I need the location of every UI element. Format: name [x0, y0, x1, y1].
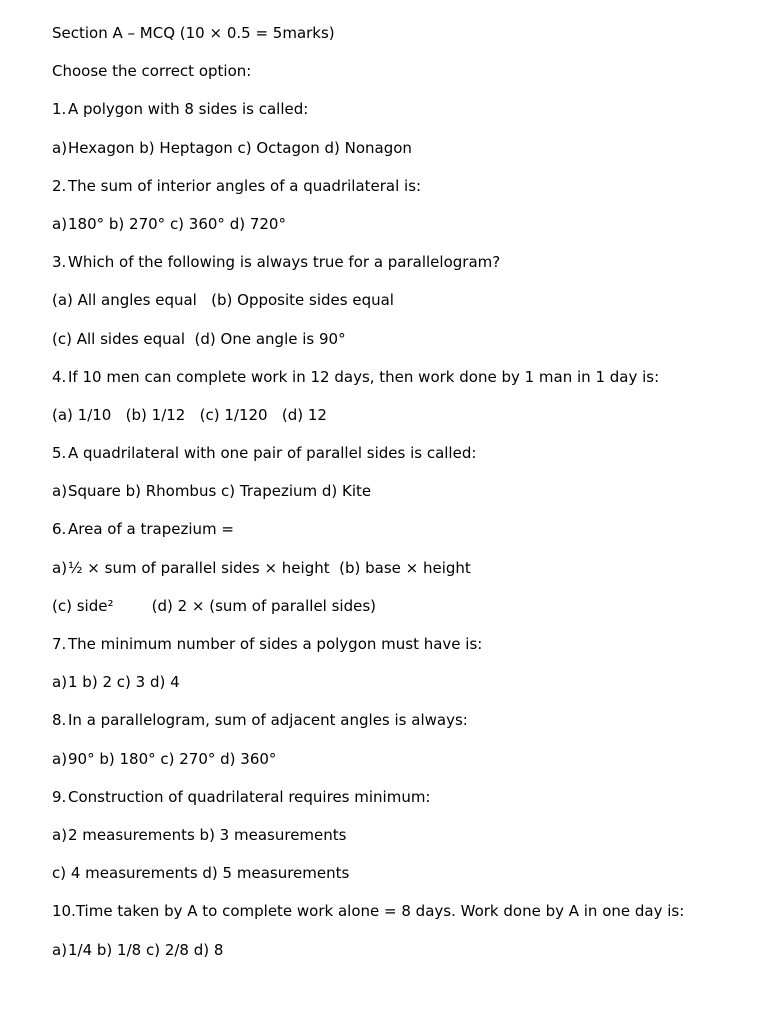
question-6-options — [52, 558, 752, 596]
question-text: A polygon with 8 sides is called: — [68, 100, 309, 119]
question-text: If 10 men can complete work in 12 days, then work done by 1 man in 1 day is: — [68, 367, 660, 386]
question-8 — [52, 710, 752, 748]
option-text: 1 b) 2 c) 3 d) 4 — [68, 673, 180, 692]
question-7-options — [52, 672, 752, 710]
question-number: 10. — [52, 902, 76, 921]
question-9-options — [52, 825, 752, 863]
question-text: Time taken by A to complete work alone = 8 days. Work done by A in one day is: — [75, 902, 685, 921]
option-text: Hexagon b) Heptagon c) Octagon d) Nonagon — [68, 138, 412, 157]
option-text: 180° b) 270° c) 360° d) 720° — [68, 214, 286, 233]
option-text: 1/4 b) 1/8 c) 2/8 d) 8 — [68, 940, 224, 959]
question-number: 2. — [52, 176, 67, 195]
question-number: 9. — [52, 787, 67, 806]
option-text: c) 4 measurements d) 5 measurements — [52, 864, 350, 883]
question-text: Construction of quadrilateral requires minimum: — [68, 787, 431, 806]
option-text: (a) 1/10 (b) 1/12 (c) 1/120 (d) 12 — [52, 405, 327, 424]
question-9 — [52, 787, 752, 825]
option-prefix: a) — [52, 673, 68, 692]
option-prefix: a) — [52, 138, 68, 157]
option-text: 90° b) 180° c) 270° d) 360° — [68, 749, 277, 768]
option-text: (c) All sides equal (d) One angle is 90° — [52, 329, 346, 348]
option-text: Square b) Rhombus c) Trapezium d) Kite — [68, 482, 372, 501]
option-prefix: a) — [52, 214, 68, 233]
question-3-options — [52, 290, 752, 328]
option-prefix: a) — [52, 825, 68, 844]
document-page — [52, 23, 752, 978]
question-6 — [52, 519, 752, 557]
question-number: 6. — [52, 520, 67, 539]
option-prefix: a) — [52, 940, 68, 959]
question-5 — [52, 443, 752, 481]
question-9-options — [52, 863, 752, 901]
section-heading: Section A – MCQ (10 × 0.5 = 5marks) — [52, 24, 335, 42]
question-text: The sum of interior angles of a quadrilateral is: — [68, 176, 422, 195]
option-prefix: a) — [52, 558, 68, 577]
option-text: (c) side² (d) 2 × (sum of parallel sides) — [52, 596, 377, 615]
question-number: 8. — [52, 711, 67, 730]
question-7 — [52, 634, 752, 672]
question-10-options — [52, 940, 752, 978]
question-number: 3. — [52, 253, 67, 272]
question-1-options — [52, 138, 752, 176]
question-text: In a parallelogram, sum of adjacent angles is always: — [68, 711, 468, 730]
question-8-options — [52, 749, 752, 787]
question-4-options — [52, 405, 752, 443]
question-1 — [52, 99, 752, 137]
question-text: Area of a trapezium = — [68, 520, 234, 539]
question-number: 4. — [52, 367, 67, 386]
question-2-options — [52, 214, 752, 252]
question-text: A quadrilateral with one pair of parallel sides is called: — [68, 444, 477, 463]
question-2 — [52, 176, 752, 214]
question-6-options — [52, 596, 752, 634]
instruction-text: Choose the correct option: — [52, 62, 252, 81]
question-list — [52, 99, 752, 977]
question-10 — [52, 901, 752, 939]
question-text: The minimum number of sides a polygon must have is: — [68, 635, 483, 653]
question-3 — [52, 252, 752, 290]
question-5-options — [52, 481, 752, 519]
question-text: Which of the following is always true for a parallelogram? — [68, 253, 501, 272]
option-text: 2 measurements b) 3 measurements — [68, 825, 347, 844]
question-3-options — [52, 329, 752, 367]
option-prefix: a) — [52, 482, 68, 501]
option-text: ½ × sum of parallel sides × height (b) base × height — [68, 558, 471, 577]
option-prefix: a) — [52, 749, 68, 768]
question-number: 5. — [52, 444, 67, 463]
question-number: 1. — [52, 100, 67, 119]
question-number: 7. — [52, 635, 67, 653]
question-4 — [52, 367, 752, 405]
option-text: (a) All angles equal (b) Opposite sides equal — [52, 291, 394, 310]
